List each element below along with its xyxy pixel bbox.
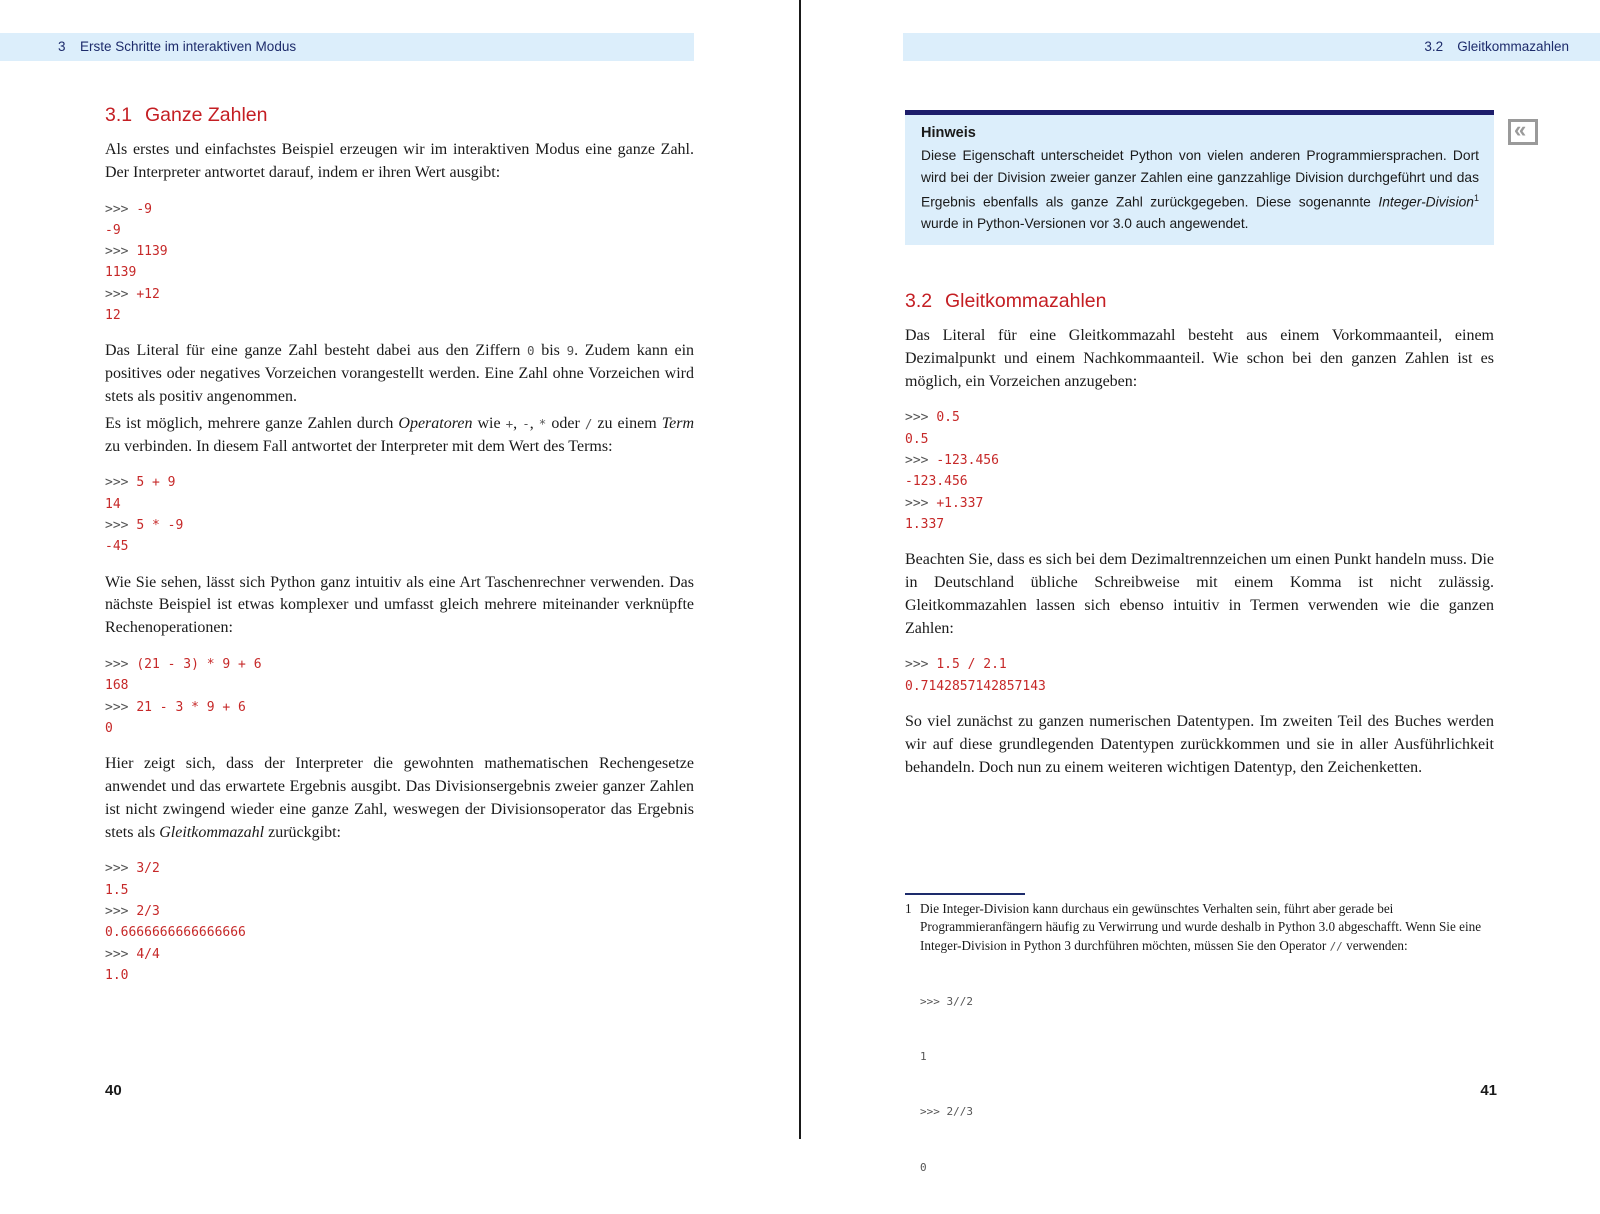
inline-code: / bbox=[584, 415, 593, 431]
running-head-left bbox=[0, 33, 694, 61]
text-run: bis bbox=[534, 342, 567, 360]
code-input: 1139 bbox=[136, 244, 168, 260]
code-prompt: >>> bbox=[905, 410, 937, 426]
section-title: Ganze Zahlen bbox=[145, 104, 268, 126]
code-line bbox=[105, 718, 694, 739]
running-head-right bbox=[903, 33, 1600, 61]
text-run: Hier zeigt sich, dass der Interpreter die gewohnten mathematischen Rechengesetze anwendet und das erwartete Ergebnis ausgibt. Das Divisionsergebnis zweier ganzer Zahlen ist nicht zwingend wieder eine ganze Zahl, weswegen der Divisionsoperator das Ergebnis stets als bbox=[105, 755, 694, 841]
text-run: zu einem bbox=[592, 414, 662, 432]
code-line bbox=[105, 284, 694, 305]
code-line bbox=[905, 471, 1494, 492]
code-output: 14 bbox=[105, 496, 121, 512]
code-prompt: >>> bbox=[105, 946, 137, 962]
code-prompt: >>> bbox=[905, 452, 937, 468]
emphasis: Integer-Division bbox=[1378, 194, 1474, 210]
code-line bbox=[105, 697, 694, 718]
hint-title: Hinweis bbox=[921, 125, 976, 141]
code-line bbox=[105, 241, 694, 262]
chapter-title: Erste Schritte im interaktiven Modus bbox=[80, 39, 297, 54]
text-run: wie bbox=[472, 414, 506, 432]
paragraph: Wie Sie sehen, lässt sich Python ganz intuitiv als eine Art Taschenrechner verwenden. Das nächste Beispiel ist etwas komplexer und umfasst gleich mehrere miteinander verknüpfte Rechenoperationen: bbox=[105, 573, 694, 637]
code-input: -9 bbox=[136, 201, 152, 217]
code-output: -45 bbox=[105, 539, 129, 555]
code-prompt: >>> bbox=[105, 475, 137, 491]
code-prompt: >>> bbox=[105, 286, 137, 302]
paragraph bbox=[105, 753, 694, 844]
text-run: Es ist möglich, mehrere ganze Zahlen durch bbox=[105, 414, 399, 432]
code-line bbox=[905, 493, 1494, 514]
code-line bbox=[905, 676, 1494, 697]
text-run: zurückgibt: bbox=[264, 823, 341, 841]
code-prompt: >>> bbox=[905, 657, 937, 673]
code-block bbox=[905, 407, 1494, 535]
code-line bbox=[105, 965, 694, 986]
paragraph: So viel zunächst zu ganzen numerischen Datentypen. Im zweiten Teil des Buches werden wir auf diese grundlegenden Datentypen zurückkommen und sie in aller Ausführlichkeit behandeln. Doch nun zu einem weiteren wichtigen Datentyp, den Zeichenketten. bbox=[905, 712, 1494, 776]
text-run: Das Literal für eine ganze Zahl besteht dabei aus den Ziffern bbox=[105, 342, 528, 360]
text-run: Diese Eigenschaft unterscheidet Python von vielen anderen Programmiersprachen. Dort wird bei der Division zweier ganzer Zahlen eine ganzzahlige Division durchgeführt und das Ergebnis ebenfalls als ganze Zahl zurückgegeben. Diese sogenannte bbox=[921, 148, 1479, 210]
code-output: 1.0 bbox=[105, 967, 129, 983]
code-prompt: >>> bbox=[905, 495, 937, 511]
paragraph: Als erstes und einfachstes Beispiel erzeugen wir im interaktiven Modus eine ganze Zahl. Der Interpreter antwortet darauf, indem er ihren Wert ausgibt: bbox=[105, 141, 694, 181]
code-output: 0.6666666666666666 bbox=[105, 925, 246, 941]
code-input: +12 bbox=[136, 286, 160, 302]
text-run: oder bbox=[546, 414, 585, 432]
section-title: Gleitkommazahlen bbox=[1457, 39, 1569, 54]
code-input: 5 * -9 bbox=[136, 517, 184, 533]
code-line bbox=[105, 922, 694, 943]
code-line bbox=[105, 262, 694, 283]
code-input: 3/2 bbox=[136, 861, 160, 877]
section-number: 3.1 bbox=[105, 104, 133, 126]
page-number: 41 bbox=[1480, 1082, 1497, 1099]
code-output: 0.7142857142857143 bbox=[905, 678, 1046, 694]
code-output: 0.5 bbox=[905, 431, 929, 447]
paragraph: Das Literal für eine Gleitkommazahl besteht aus einem Vorkommaanteil, einem Dezimalpunkt und einem Nachkommaanteil. Wie schon bei den ganzen Zahlen ist es möglich, ein Vorzeichen anzugeben: bbox=[905, 327, 1494, 390]
code-prompt: >>> bbox=[105, 656, 137, 672]
paragraph bbox=[105, 340, 694, 408]
code-output: 168 bbox=[105, 678, 129, 694]
section-number: 3.2 bbox=[905, 290, 933, 312]
code-line bbox=[905, 407, 1494, 428]
emphasis: Term bbox=[661, 414, 694, 432]
emphasis: Operatoren bbox=[398, 414, 473, 432]
footnote bbox=[905, 900, 1494, 1214]
code-output: -9 bbox=[105, 222, 121, 238]
footnote-rule bbox=[905, 893, 1025, 895]
code-prompt: >>> bbox=[105, 201, 137, 217]
code-output: 1.5 bbox=[105, 882, 129, 898]
code-input: (21 - 3) * 9 + 6 bbox=[136, 656, 262, 672]
text-run: , bbox=[529, 414, 539, 432]
right-page bbox=[800, 0, 1600, 1174]
code-input: -123.456 bbox=[936, 452, 999, 468]
code-line: 0 bbox=[920, 1160, 927, 1174]
code-line bbox=[105, 944, 694, 965]
code-line bbox=[105, 472, 694, 493]
code-block bbox=[905, 654, 1494, 697]
section-number: 3.2 bbox=[1424, 39, 1444, 54]
publisher-logo-icon: « bbox=[1508, 119, 1538, 145]
code-output: 12 bbox=[105, 308, 121, 324]
code-prompt: >>> bbox=[105, 244, 137, 260]
code-block bbox=[105, 654, 694, 739]
text-run: . Zudem kann ein positives oder negatives Vorzeichen vorangestellt werden. Eine Zahl ohne Vorzeichen wird stets als positiv angenommen. bbox=[105, 342, 695, 405]
paragraph: Beachten Sie, dass es sich bei dem Dezimaltrennzeichen um einen Punkt handeln muss. Die in Deutschland übliche Schreibweise mit einem Komma ist nicht zulässig. Gleitkommazahlen lassen sich ebenso intuitiv in Termen verwenden wie die ganzen Zahlen: bbox=[905, 551, 1494, 637]
inline-code: - bbox=[522, 415, 530, 431]
code-line bbox=[905, 450, 1494, 471]
paragraph bbox=[105, 413, 694, 459]
code-prompt: >>> bbox=[105, 517, 137, 533]
code-prompt: >>> bbox=[105, 699, 137, 715]
text-run: , bbox=[513, 414, 523, 432]
inline-code: // bbox=[1329, 939, 1343, 953]
code-line bbox=[905, 654, 1494, 675]
code-output: 1139 bbox=[105, 265, 137, 281]
code-line bbox=[105, 654, 694, 675]
code-input: 0.5 bbox=[936, 410, 960, 426]
code-line bbox=[105, 901, 694, 922]
code-line bbox=[105, 880, 694, 901]
code-line bbox=[105, 515, 694, 536]
inline-code: + bbox=[505, 415, 514, 431]
chapter-number: 3 bbox=[58, 39, 66, 54]
code-block bbox=[105, 858, 694, 986]
inline-code: * bbox=[538, 415, 547, 431]
section-heading-3-1 bbox=[105, 104, 694, 127]
text-run: wurde in Python-Versionen vor 3.0 auch angewendet. bbox=[921, 216, 1249, 232]
code-block bbox=[105, 472, 694, 557]
section-title: Gleitkommazahlen bbox=[945, 290, 1107, 312]
code-line bbox=[105, 494, 694, 515]
right-content bbox=[905, 290, 1494, 793]
footnote-number: 1 bbox=[905, 901, 912, 916]
left-content bbox=[105, 104, 694, 1000]
hint-text bbox=[921, 145, 1479, 235]
code-line bbox=[905, 514, 1494, 535]
code-input: 5 + 9 bbox=[136, 475, 176, 491]
code-line bbox=[105, 675, 694, 696]
code-line bbox=[105, 858, 694, 879]
footnote-text-end: verwenden: bbox=[1342, 937, 1408, 953]
code-line: >>> 3//2 bbox=[920, 995, 973, 1009]
code-block bbox=[105, 199, 694, 327]
code-line bbox=[105, 305, 694, 326]
code-line bbox=[105, 199, 694, 220]
code-input: 2/3 bbox=[136, 903, 160, 919]
code-output: 1.337 bbox=[905, 516, 945, 532]
code-output: -123.456 bbox=[905, 474, 968, 490]
code-line bbox=[105, 536, 694, 557]
code-prompt: >>> bbox=[105, 903, 137, 919]
code-output: 0 bbox=[105, 720, 113, 736]
code-input: 21 - 3 * 9 + 6 bbox=[136, 699, 246, 715]
code-input: 4/4 bbox=[136, 946, 160, 962]
section-heading-3-2 bbox=[905, 290, 1494, 313]
code-input: +1.337 bbox=[936, 495, 984, 511]
footnote-text: Die Integer-Division kann durchaus ein gewünschtes Verhalten sein, führt aber gerade bei Programmieranfängern häufig zu Verwirrung und wurde deshalb in Python 3.0 abgeschafft. Wenn Sie eine Integer-Division in Python 3 durchführen möchten, müssen Sie den Operator bbox=[920, 901, 1482, 953]
footnote-reference[interactable]: 1 bbox=[1473, 193, 1479, 203]
running-head-section bbox=[1424, 33, 1569, 61]
code-input: 1.5 / 2.1 bbox=[936, 657, 1007, 673]
emphasis: Gleitkommazahl bbox=[159, 823, 265, 841]
left-page bbox=[0, 0, 800, 1139]
code-line bbox=[905, 429, 1494, 450]
code-line: >>> 2//3 bbox=[920, 1105, 973, 1119]
code-prompt: >>> bbox=[105, 861, 137, 877]
code-line bbox=[105, 220, 694, 241]
hint-box bbox=[905, 110, 1494, 245]
footnote-code bbox=[920, 956, 1494, 1214]
code-line: 1 bbox=[920, 1050, 927, 1064]
page-number: 40 bbox=[105, 1082, 122, 1099]
inline-code: 0 bbox=[527, 343, 535, 359]
inline-code: 9 bbox=[566, 343, 575, 359]
text-run: zu verbinden. In diesem Fall antwortet der Interpreter mit dem Wert des Terms: bbox=[105, 437, 613, 455]
